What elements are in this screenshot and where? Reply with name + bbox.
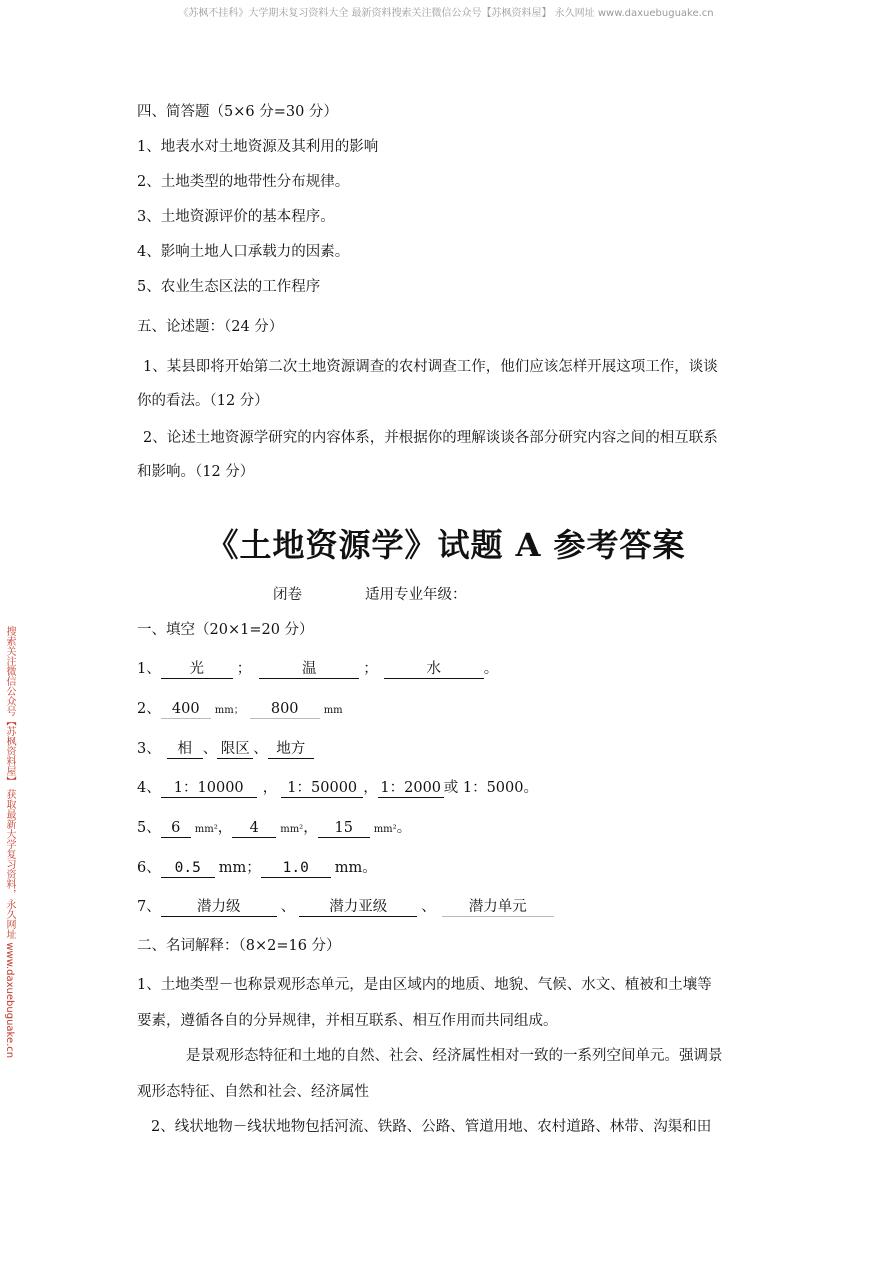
term-1-line3: 是景观形态特征和土地的自然、社会、经济属性相对一致的一系列空间单元。强调景	[186, 1048, 723, 1064]
term-2-line1: 2、线状地物－线状地物包括河流、铁路、公路、管道用地、农村道路、林带、沟渠和田	[151, 1119, 712, 1135]
question-item: 5、农业生态区法的工作程序	[137, 279, 321, 295]
fill-heading: 一、填空（20×1=20 分）	[137, 622, 314, 638]
fill-answer-2: 2、 400 mm； 800 mm	[137, 701, 343, 717]
fill-answer-5: 5、 6 mm²， 4 mm²， 15 mm²。	[137, 820, 412, 836]
side-watermark: 搜索关注微信公众号【苏枫资料屋】 获取最新大学复习资料，永久网址 www.daxuebuguake.cn	[4, 626, 15, 1059]
section5-heading: 五、论述题：（24 分）	[137, 319, 284, 335]
essay-question-1-line2: 你的看法。（12 分）	[137, 393, 269, 409]
terms-heading: 二、名词解释：（8×2=16 分）	[137, 938, 341, 954]
fill-answer-7: 7、 潜力级 、 潜力亚级 、 潜力单元	[137, 897, 554, 917]
fill-answer-3: 3、 相 、 限区 、 地方	[137, 739, 314, 759]
answer-title: 《土地资源学》试题 A 参考答案	[206, 526, 686, 564]
applicable-major-label: 适用专业年级：	[365, 587, 467, 603]
header-watermark: 《苏枫不挂科》大学期末复习资料大全 最新资料搜索关注微信公众号【苏枫资料屋】 永久网址 www.daxuebuguake.cn	[178, 8, 714, 19]
question-item: 4、影响土地人口承载力的因素。	[137, 244, 350, 260]
essay-question-2-line2: 和影响。（12 分）	[137, 464, 255, 480]
term-1-line4: 观形态特征、自然和社会、经济属性	[137, 1084, 369, 1100]
closed-book-label: 闭卷	[273, 587, 302, 603]
section4-heading: 四、简答题（5×6 分=30 分）	[137, 104, 338, 120]
fill-answer-1: 1、 光 ； 温 ； 水 。	[137, 661, 499, 677]
essay-question-1-line1: 1、某县即将开始第二次土地资源调查的农村调查工作，他们应该怎样开展这项工作，谈谈	[143, 359, 718, 375]
question-item: 2、土地类型的地带性分布规律。	[137, 174, 350, 190]
question-item: 1、地表水对土地资源及其利用的影响	[137, 139, 379, 155]
term-1-line1: 1、土地类型－也称景观形态单元，是由区域内的地质、地貌、气候、水文、植被和土壤等	[137, 977, 712, 993]
fill-answer-4: 4、 1：10000 ， 1：50000 ， 1：2000 或 1：5000。	[137, 780, 538, 796]
question-item: 3、土地资源评价的基本程序。	[137, 209, 335, 225]
term-1-line2: 要素，遵循各自的分异规律，并相互联系、相互作用而共同组成。	[137, 1013, 558, 1029]
essay-question-2-line1: 2、论述土地资源学研究的内容体系，并根据你的理解谈谈各部分研究内容之间的相互联系	[143, 430, 718, 446]
fill-answer-6: 6、 0.5 mm； 1.0 mm。	[137, 860, 377, 876]
